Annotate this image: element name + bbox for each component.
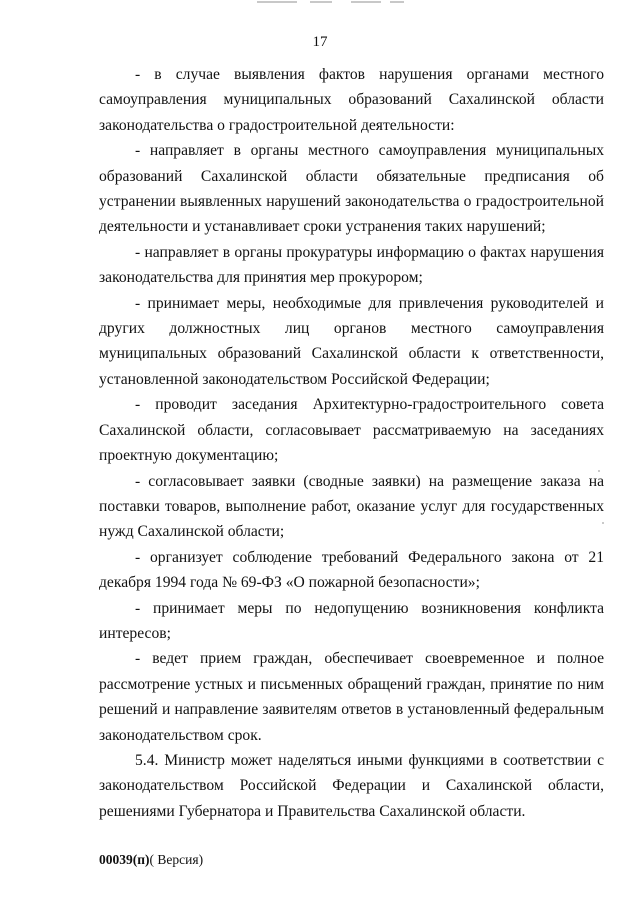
document-footer [99,852,203,868]
paragraph-1: - в случае выявления фактов нарушения органами местного самоуправления муниципальных образований Сахалинской области законодательства о градостроительной деятельности: [99,66,604,134]
paragraph-7: - организует соблюдение требований Федерального закона от 21 декабря 1994 года № 69-ФЗ «О пожарной безопасности»; [99,548,604,592]
scan-speck [598,470,600,472]
paragraph-2: - направляет в органы местного самоуправления муниципальных образований Сахалинской области обязательные предписания об устранении выявленных нарушений законодательства о градостроительной деятельности и устанавливает сроки устранения таких нарушений; [99,142,604,236]
paragraph-10: 5.4. Министр может наделяться иными функциями в соответствии с законодательством Российской Федерации и Сахалинской области, решениями Губернатора и Правительства Сахалинской области. [99,751,604,820]
document-version-label: ( Версия) [149,852,204,867]
paragraph-4: - принимает меры, необходимые для привлечения руководителей и других должностных лиц органов местного самоуправления муниципальных образований Сахалинской области к ответственности, установленной законодательством Российской Федерации; [99,294,604,388]
paragraph-3: - направляет в органы прокуратуры информацию о фактах нарушения законодательства для принятия мер прокурором; [99,243,604,287]
paragraph-8: - принимает меры по недопущению возникновения конфликта интересов; [99,599,604,642]
paragraph-6: - согласовывает заявки (сводные заявки) на размещение заказа на поставки товаров, выполнение работ, оказание услуг для государственных нужд Сахалинской области; [99,472,604,541]
paragraph-9: - ведет прием граждан, обеспечивает своевременное и полное рассмотрение устных и письменных обращений граждан, принятие по ним решений и направление заявителям ответов в установленный федеральным законодательством срок. [99,650,604,744]
scan-speck [602,522,604,524]
page-number: 17 [312,34,328,50]
scan-header-artifact [255,0,415,6]
paragraph-5: - проводит заседания Архитектурно-градостроительного совета Сахалинской области, согласовывает рассматриваемую на заседаниях проектную документацию; [99,396,604,465]
body-text [99,62,604,824]
document-code: 00039(п) [99,852,150,867]
